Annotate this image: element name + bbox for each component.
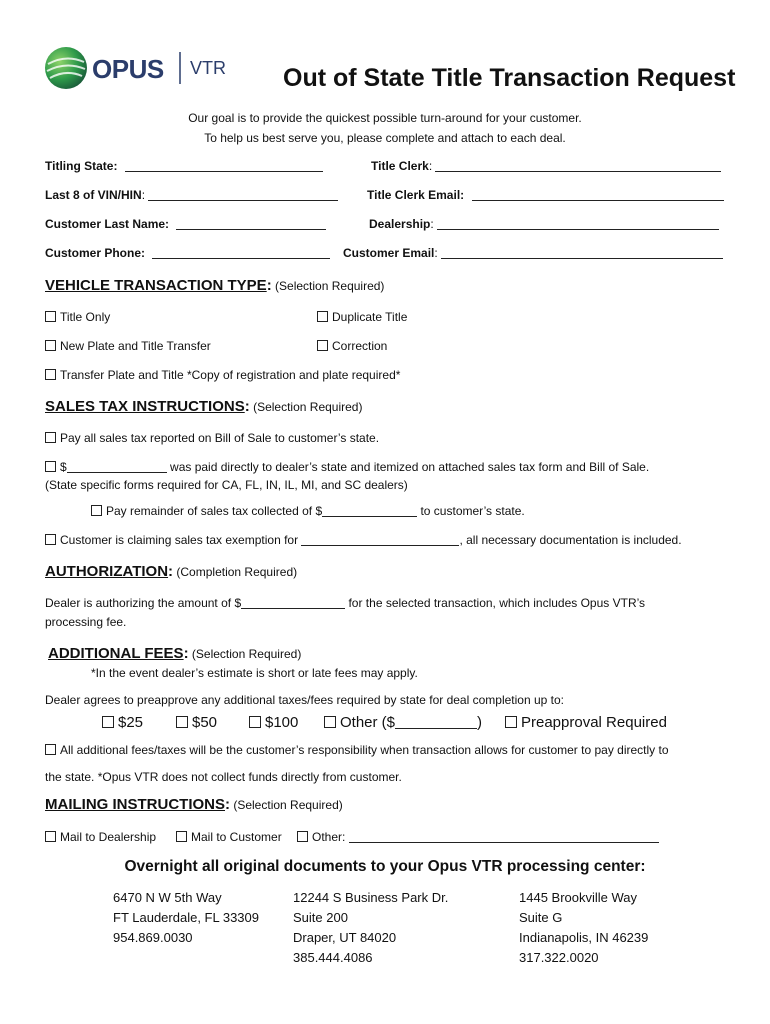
logo-word: OPUS bbox=[92, 54, 164, 84]
customer-last-name-label: Customer Last Name: bbox=[45, 217, 170, 231]
fees-heading: ADDITIONAL FEES bbox=[48, 645, 184, 662]
authorization-section-heading bbox=[45, 563, 297, 580]
authorization-colon: : bbox=[168, 563, 174, 580]
mailing-note: (Selection Required) bbox=[233, 798, 343, 812]
checkbox[interactable] bbox=[45, 534, 56, 545]
customer-phone-line[interactable] bbox=[152, 247, 330, 259]
amount-line[interactable] bbox=[67, 461, 167, 473]
authorization-amount-line[interactable] bbox=[241, 597, 345, 609]
checkbox[interactable] bbox=[45, 432, 56, 443]
duplicate-title-label: Duplicate Title bbox=[332, 310, 408, 324]
customer-phone-label: Customer Phone: bbox=[45, 246, 146, 260]
fee-option-25-label: $25 bbox=[118, 714, 144, 731]
processing-center-2 bbox=[293, 888, 448, 968]
checkbox[interactable] bbox=[505, 716, 517, 728]
checkbox[interactable] bbox=[45, 311, 56, 322]
vehicle-colon: : bbox=[266, 277, 272, 294]
fees-section-heading bbox=[48, 645, 301, 662]
mailing-section-heading bbox=[45, 796, 343, 813]
correction-option[interactable] bbox=[317, 339, 387, 353]
all-fees-option[interactable] bbox=[45, 743, 669, 757]
mailing-heading: MAILING INSTRUCTIONS bbox=[45, 796, 225, 813]
dollar-sign: $ bbox=[60, 460, 67, 474]
preapproval-required-option[interactable] bbox=[505, 714, 667, 731]
title-clerk-email-field[interactable] bbox=[367, 188, 724, 202]
dealership-line[interactable] bbox=[437, 218, 719, 230]
transfer-plate-label: Transfer Plate and Title *Copy of registration and plate required* bbox=[60, 368, 401, 382]
sales-tax-section-heading bbox=[45, 398, 362, 415]
vehicle-note: (Selection Required) bbox=[275, 279, 385, 293]
customer-email-field[interactable]: Customer Email: bbox=[343, 246, 723, 260]
titling-state-line[interactable] bbox=[125, 160, 323, 172]
address-line: Draper, UT 84020 bbox=[293, 930, 397, 945]
sales-tax-option-4[interactable] bbox=[45, 533, 682, 547]
vin-label: Last 8 of VIN/HIN bbox=[45, 188, 142, 202]
address-line: Suite 200 bbox=[293, 910, 348, 925]
remainder-amount-line[interactable] bbox=[322, 505, 417, 517]
title-clerk-label: Title Clerk bbox=[371, 159, 429, 173]
intro-line-1: Our goal is to provide the quickest possible turn-around for your customer. bbox=[188, 111, 582, 125]
customer-email-label: Customer Email bbox=[343, 246, 435, 260]
titling-state-label: Titling State: bbox=[45, 159, 118, 173]
fee-option-25[interactable] bbox=[102, 714, 143, 731]
address-line: 6470 N W 5th Way bbox=[113, 890, 222, 905]
vin-line[interactable] bbox=[148, 189, 338, 201]
mailing-colon: : bbox=[225, 796, 230, 813]
fees-agree-text: Dealer agrees to preapprove any additional taxes/fees required by state for deal completion up to: bbox=[45, 693, 564, 707]
footer-heading: Overnight all original documents to your Opus VTR processing center: bbox=[124, 858, 646, 875]
title-clerk-email-line[interactable] bbox=[472, 189, 724, 201]
sales-tax-option-2-label: was paid directly to dealer’s state and itemized on attached sales tax form and Bill of Sale. bbox=[170, 460, 650, 474]
customer-phone-field[interactable] bbox=[45, 246, 330, 260]
mail-to-dealership-label: Mail to Dealership bbox=[60, 830, 157, 844]
intro-line-2: To help us best serve you, please complete and attach to each deal. bbox=[204, 131, 566, 145]
mail-to-customer-label: Mail to Customer bbox=[191, 830, 282, 844]
address-line: Suite G bbox=[519, 910, 563, 925]
checkbox[interactable] bbox=[297, 831, 308, 842]
title-only-option[interactable] bbox=[45, 310, 110, 324]
sales-tax-option-1[interactable] bbox=[45, 431, 379, 445]
address-line: Indianapolis, IN 46239 bbox=[519, 930, 649, 945]
fee-option-other-close: ) bbox=[477, 714, 483, 731]
checkbox[interactable] bbox=[317, 340, 328, 351]
sales-tax-option-2[interactable] bbox=[45, 460, 649, 474]
checkbox[interactable] bbox=[102, 716, 114, 728]
checkbox[interactable] bbox=[45, 831, 56, 842]
vin-field[interactable]: Last 8 of VIN/HIN: bbox=[45, 188, 338, 202]
new-plate-label: New Plate and Title Transfer bbox=[60, 339, 211, 353]
authorization-heading: AUTHORIZATION bbox=[45, 563, 169, 580]
duplicate-title-option[interactable] bbox=[317, 310, 407, 324]
dealership-field[interactable]: Dealership: bbox=[369, 217, 719, 231]
fee-option-100[interactable] bbox=[249, 714, 298, 731]
checkbox[interactable] bbox=[176, 831, 187, 842]
preapproval-label: Preapproval Required bbox=[521, 714, 667, 731]
checkbox[interactable] bbox=[45, 461, 56, 472]
sales-tax-option-4-suffix: , all necessary documentation is included. bbox=[459, 533, 682, 547]
title-clerk-field[interactable]: Title Clerk: bbox=[371, 159, 721, 173]
sales-tax-option-3-suffix: to customer’s state. bbox=[420, 504, 525, 518]
checkbox[interactable] bbox=[176, 716, 188, 728]
sales-tax-option-2-note: (State specific forms required for CA, FL, IN, IL, MI, and SC dealers) bbox=[45, 478, 408, 492]
customer-email-line[interactable] bbox=[441, 247, 723, 259]
mail-other-label: Other: bbox=[312, 830, 346, 844]
mail-other-line[interactable] bbox=[349, 831, 659, 843]
other-fee-line[interactable] bbox=[395, 717, 477, 729]
mail-other-option[interactable] bbox=[297, 830, 659, 844]
fees-warning: *In the event dealer’s estimate is short or late fees may apply. bbox=[91, 666, 418, 680]
sales-tax-option-4-label: Customer is claiming sales tax exemption for bbox=[60, 533, 299, 547]
checkbox[interactable] bbox=[317, 311, 328, 322]
phone-number: 317.322.0020 bbox=[519, 950, 599, 965]
fees-note: (Selection Required) bbox=[191, 647, 302, 661]
sales-tax-option-3-label: Pay remainder of sales tax collected of $ bbox=[106, 504, 323, 518]
title-clerk-line[interactable] bbox=[435, 160, 721, 172]
fees-colon: : bbox=[183, 645, 189, 662]
checkbox[interactable] bbox=[91, 505, 102, 516]
transfer-plate-option[interactable] bbox=[45, 368, 400, 382]
sales-tax-heading: SALES TAX INSTRUCTIONS bbox=[45, 398, 245, 415]
all-fees-label: All additional fees/taxes will be the customer’s responsibility when transaction allows for customer to pay directly to bbox=[60, 743, 669, 757]
fee-option-100-label: $100 bbox=[265, 714, 299, 731]
vehicle-section-heading bbox=[45, 277, 384, 294]
customer-last-name-field[interactable] bbox=[45, 217, 326, 231]
mail-to-dealership-option[interactable] bbox=[45, 830, 156, 844]
fee-option-other[interactable] bbox=[324, 714, 482, 731]
correction-label: Correction bbox=[332, 339, 388, 353]
checkbox[interactable] bbox=[45, 744, 56, 755]
address-line: 1445 Brookville Way bbox=[519, 890, 638, 905]
authorization-text-suffix: for the selected transaction, which includes Opus VTR’s bbox=[348, 596, 646, 610]
title-clerk-email-label: Title Clerk Email: bbox=[367, 188, 465, 202]
page-title: Out of State Title Transaction Request bbox=[283, 64, 736, 92]
dealership-label: Dealership bbox=[369, 217, 431, 231]
sales-tax-colon: : bbox=[244, 398, 250, 415]
authorization-text[interactable] bbox=[45, 596, 645, 610]
new-plate-option[interactable] bbox=[45, 339, 211, 353]
address-line: FT Lauderdale, FL 33309 bbox=[113, 910, 259, 925]
checkbox[interactable] bbox=[45, 340, 56, 351]
checkbox[interactable] bbox=[324, 716, 336, 728]
sales-tax-option-1-label: Pay all sales tax reported on Bill of Sale to customer’s state. bbox=[60, 431, 380, 445]
logo-sub: VTR bbox=[190, 58, 226, 78]
authorization-note: (Completion Required) bbox=[176, 565, 298, 579]
exemption-line[interactable] bbox=[301, 534, 459, 546]
authorization-text-prefix: Dealer is authorizing the amount of $ bbox=[45, 596, 242, 610]
address-line: 12244 S Business Park Dr. bbox=[293, 890, 449, 905]
checkbox[interactable] bbox=[249, 716, 261, 728]
mail-to-customer-option[interactable] bbox=[176, 830, 282, 844]
fee-option-50-label: $50 bbox=[192, 714, 218, 731]
title-only-label: Title Only bbox=[60, 310, 111, 324]
fee-option-50[interactable] bbox=[176, 714, 217, 731]
fee-option-other-label: Other ($ bbox=[340, 714, 396, 731]
vehicle-heading: VEHICLE TRANSACTION TYPE bbox=[45, 277, 267, 294]
all-fees-line-2: the state. *Opus VTR does not collect funds directly from customer. bbox=[45, 770, 402, 784]
phone-number: 954.869.0030 bbox=[113, 930, 193, 945]
checkbox[interactable] bbox=[45, 369, 56, 380]
processing-center-3 bbox=[519, 888, 648, 968]
titling-state-field[interactable] bbox=[45, 159, 323, 173]
authorization-text-line-2: processing fee. bbox=[45, 615, 127, 629]
opus-vtr-logo bbox=[44, 44, 244, 92]
processing-center-1 bbox=[113, 888, 259, 948]
phone-number: 385.444.4086 bbox=[293, 950, 373, 965]
sales-tax-note: (Selection Required) bbox=[253, 400, 363, 414]
sales-tax-option-3[interactable] bbox=[91, 504, 525, 518]
customer-last-name-line[interactable] bbox=[176, 218, 326, 230]
